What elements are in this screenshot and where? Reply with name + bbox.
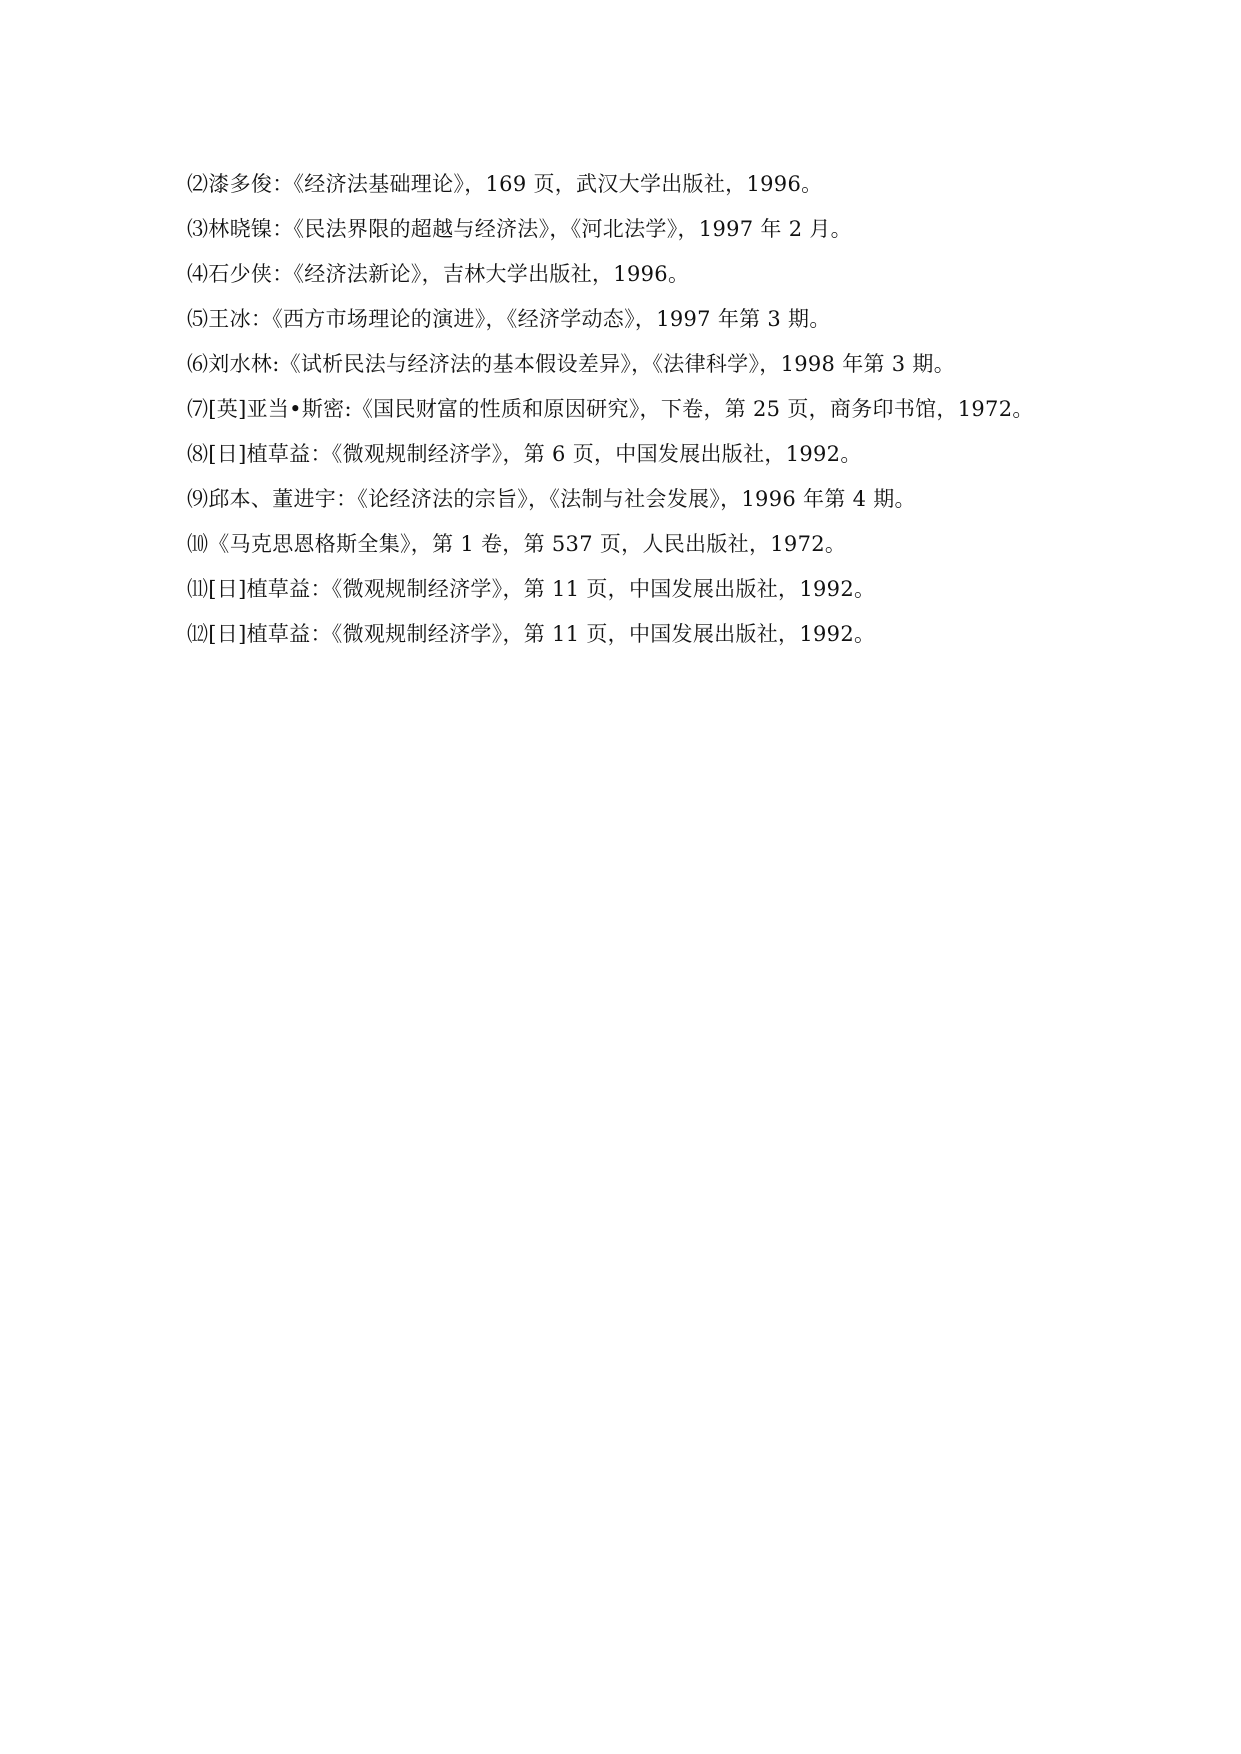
- reference-item: ⑺[英]亚当•斯密:《国民财富的性质和原因研究》，下卷，第 25 页，商务印书馆，1972。: [187, 397, 1034, 421]
- reference-item: ⑽《马克思恩格斯全集》，第 1 卷，第 537 页，人民出版社，1972。: [187, 532, 847, 556]
- reference-item: ⑶林晓镍：《民法界限的超越与经济法》，《河北法学》，1997 年 2 月。: [187, 217, 852, 241]
- reference-item: ⑿[日]植草益：《微观规制经济学》，第 11 页，中国发展出版社，1992。: [187, 622, 876, 646]
- reference-item: ⑹刘水林:《试析民法与经济法的基本假设差异》，《法律科学》，1998 年第 3 期。: [187, 352, 956, 376]
- reference-item: ⑸王冰：《西方市场理论的演进》，《经济学动态》，1997 年第 3 期。: [187, 307, 831, 331]
- references-list: [187, 162, 1067, 657]
- reference-item: ⑷石少侠：《经济法新论》，吉林大学出版社，1996。: [187, 262, 690, 286]
- reference-item: ⑵漆多俊：《经济法基础理论》，169 页，武汉大学出版社，1996。: [187, 172, 823, 196]
- reference-item: ⑼邱本、董进宇：《论经济法的宗旨》，《法制与社会发展》，1996 年第 4 期。: [187, 487, 916, 511]
- reference-item: ⑻[日]植草益：《微观规制经济学》，第 6 页，中国发展出版社，1992。: [187, 442, 862, 466]
- reference-item: ⑾[日]植草益：《微观规制经济学》，第 11 页，中国发展出版社，1992。: [187, 577, 876, 601]
